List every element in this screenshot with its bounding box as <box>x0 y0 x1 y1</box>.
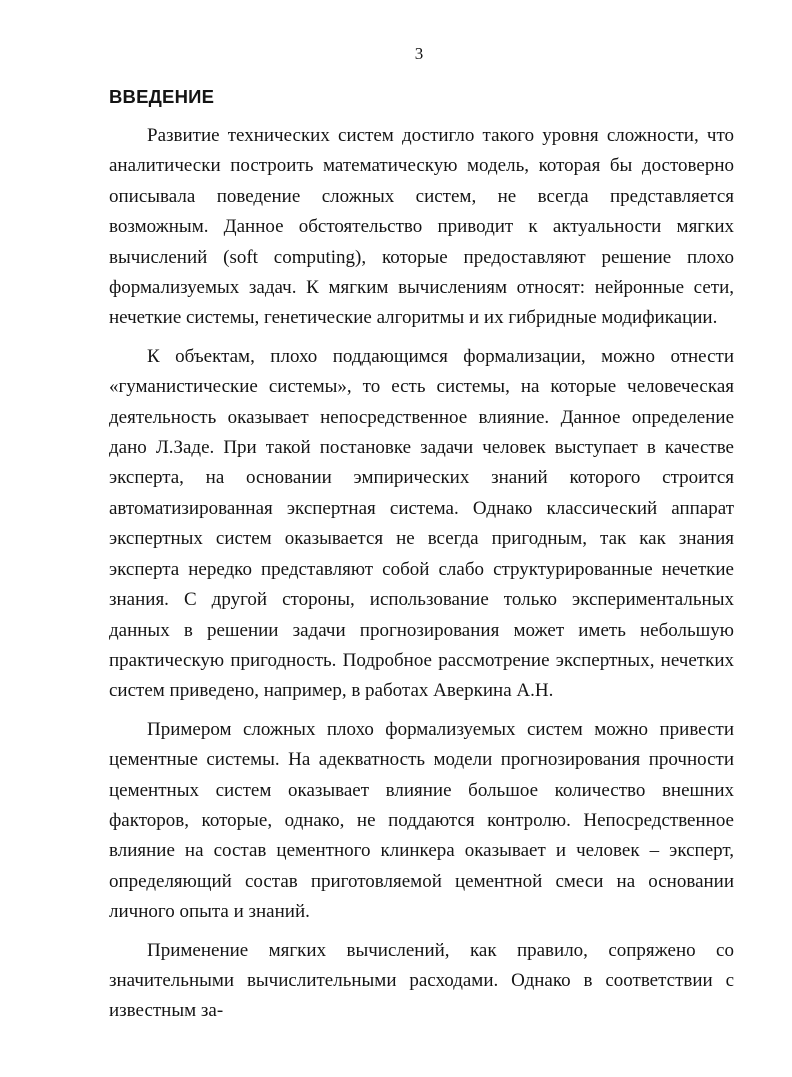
body-text <box>109 121 734 1035</box>
paragraph-humanistic-systems: К объектам, плохо поддающимся формализации, можно отнести «гуманистические системы», то есть системы, на которые человеческая деятельность оказывает непосредственное влияние. Данное определение дано Л.Заде. При такой постановке задачи человек выступает в качестве эксперта, на основании эмпирических знаний которого строится автоматизированная экспертная система. Однако классический аппарат экспертных систем оказывается не всегда пригодным, так как знания эксперта нередко представляют собой слабо структурированные нечеткие знания. С другой стороны, использование только экспериментальных данных в решении задачи прогнозирования может иметь небольшую практическую пригодность. Подробное рассмотрение экспертных, нечетких систем приведено, например, в работах Аверкина А.Н. <box>109 345 734 702</box>
paragraph-soft-computing-costs: Применение мягких вычислений, как правило, сопряжено со значительными вычислительными расходами. Однако в соответствии с известным за- <box>109 939 734 1022</box>
page-number: 3 <box>414 44 424 63</box>
section-heading: ВВЕДЕНИЕ <box>109 86 215 107</box>
paragraph-cement-systems: Примером сложных плохо формализуемых систем можно привести цементные системы. На адекватность модели прогнозирования прочности цементных систем оказывает влияние большое количество внешних факторов, которые, однако, не поддаются контролю. Непосредственное влияние на состав цементного клинкера оказывает и человек – эксперт, определяющий состав приготовляемой цементной смеси на основании личного опыта и знаний. <box>109 718 734 923</box>
paragraph-intro: Развитие технических систем достигло такого уровня сложности, что аналитически построить математическую модель, которая бы достоверно описывала поведение сложных систем, не всегда представляется возможным. Данное обстоятельство приводит к актуальности мягких вычислений (soft computing), которые предоставляют решение плохо формализуемых задач. К мягким вычислениям относят: нейронные сети, нечеткие системы, генетические алгоритмы и их гибридные модификации. <box>109 125 734 329</box>
